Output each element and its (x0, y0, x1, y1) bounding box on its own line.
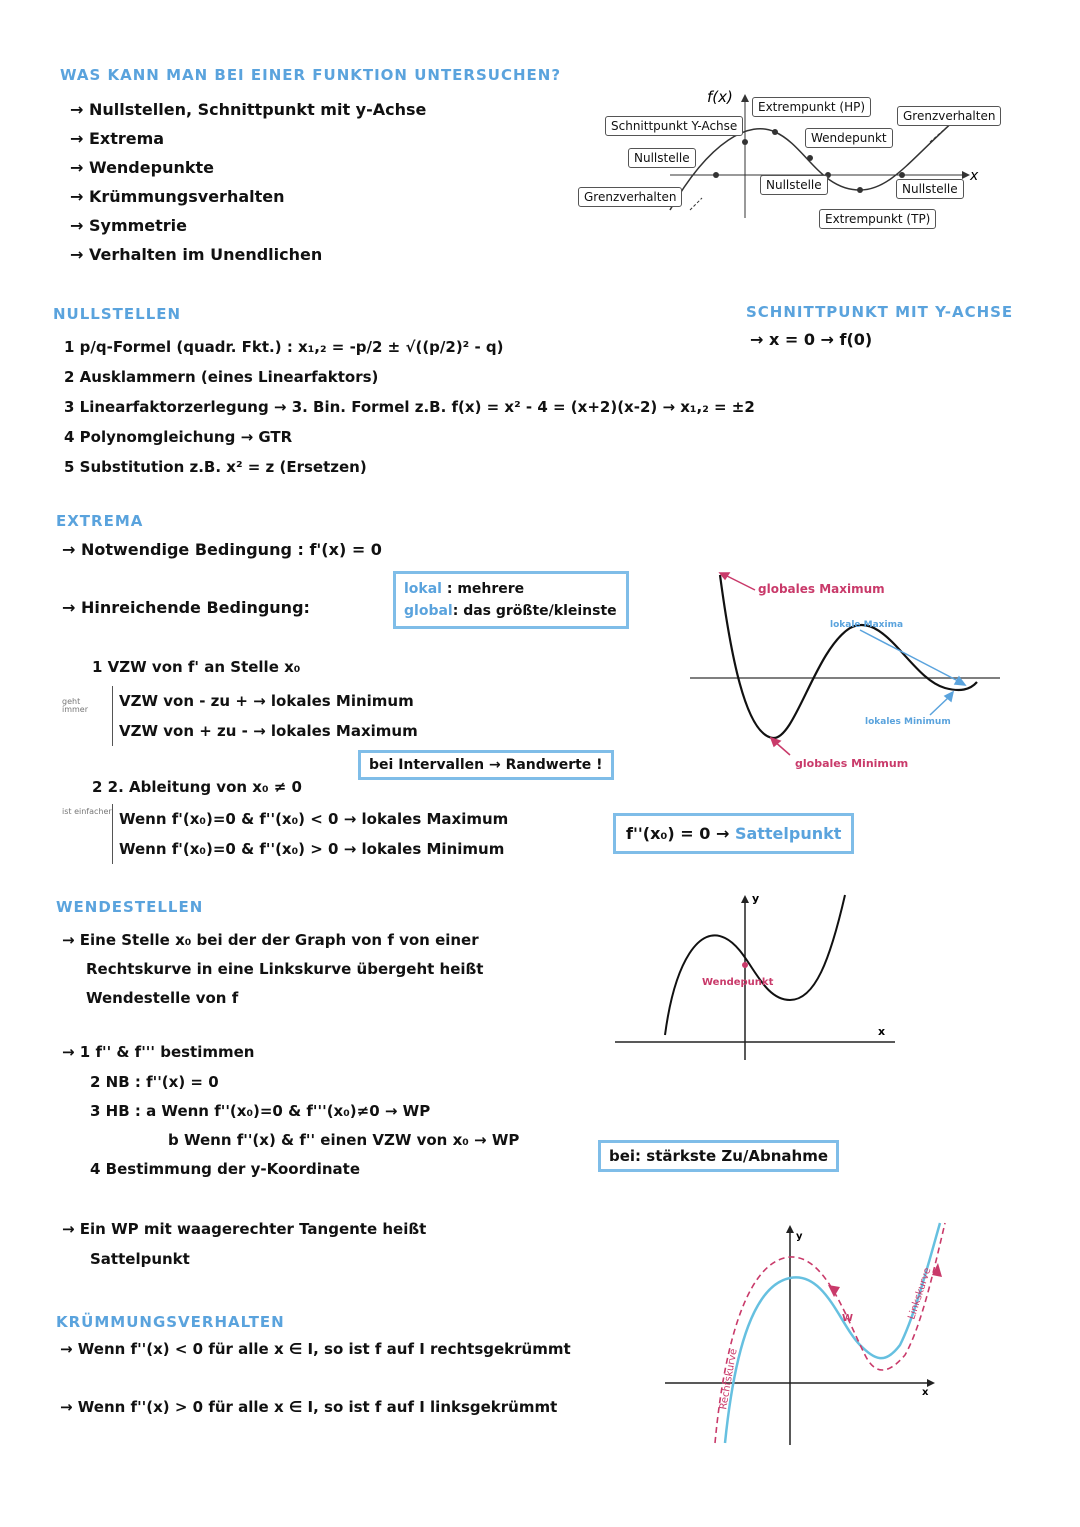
schnittpunkt-dot (742, 139, 748, 145)
nullstellen-title: NULLSTELLEN (53, 305, 182, 323)
fx-label: f(x) (707, 88, 733, 106)
ist-einfacher-note: ist einfacher (62, 807, 112, 816)
schnittpunkt-title: SCHNITTPUNKT MIT Y-ACHSE (746, 303, 1014, 321)
overview-list (70, 95, 426, 269)
label-nullstelle-mid: Nullstelle (760, 175, 828, 195)
wp-step-2: 2 NB : f''(x) = 0 (90, 1073, 219, 1091)
wp-step-1: → 1 f'' & f''' bestimmen (62, 1043, 255, 1061)
list-item: → Nullstellen, Schnittpunkt mit y-Achse (70, 100, 427, 119)
label-globales-minimum: globales Minimum (795, 757, 909, 770)
kruemmung-graph (660, 1215, 960, 1450)
ableitung-block (112, 804, 508, 864)
label-lokale-maxima: lokale Maxima (830, 620, 904, 630)
global-line: global: das größte/kleinste (404, 603, 617, 619)
label-w: W (842, 1313, 854, 1324)
label-grenzverhalten-left: Grenzverhalten (578, 187, 682, 207)
notwendige-bedingung: → Notwendige Bedingung : f'(x) = 0 (62, 540, 382, 559)
label-nullstelle-left: Nullstelle (628, 148, 696, 168)
list-item: → Symmetrie (70, 216, 188, 235)
hinreichende-bedingung: → Hinreichende Bedingung: (62, 598, 310, 617)
sattel-line-2: Sattelpunkt (90, 1250, 190, 1268)
def-line: → Eine Stelle x₀ bei der der Graph von f von einer (62, 931, 479, 949)
lokal-line: lokal : mehrere (404, 581, 525, 597)
label-grenzverhalten-right: Grenzverhalten (897, 106, 1001, 126)
list-item: 2 Ausklammern (eines Linearfaktors) (64, 368, 379, 386)
def-line: Rechtskurve in eine Linkskurve übergeht heißt (86, 960, 484, 978)
kruemmung-title: KRÜMMUNGSVERHALTEN (56, 1313, 285, 1331)
wendestellen-def (62, 926, 483, 1013)
list-item: 4 Polynomgleichung → GTR (64, 428, 293, 446)
y-label: y (752, 892, 760, 905)
nullstellen-list (64, 332, 755, 482)
y-axis-arrow-icon (741, 895, 749, 903)
list-item: → Krümmungsverhalten (70, 187, 285, 206)
vzw-block (112, 686, 418, 746)
arrow-lokales-minimum (930, 696, 950, 715)
label-wendepunkt: Wendepunkt (702, 977, 774, 988)
y-axis-arrow-icon (786, 1225, 794, 1233)
tp-dot (857, 187, 863, 193)
x-axis-arrow-icon (962, 171, 970, 179)
wendepunkt-dot (807, 155, 813, 161)
label-linkskurve: Linkskurve (906, 1266, 934, 1321)
arrow-lokale-maxima (860, 630, 960, 682)
kruemmung-curve (725, 1223, 940, 1443)
y-label: y (796, 1231, 803, 1242)
list-item: → Wendepunkte (70, 158, 214, 177)
list-item: → Verhalten im Unendlichen (70, 245, 323, 264)
wendepunkt-curve (665, 895, 845, 1035)
x-label: x (922, 1387, 929, 1398)
def-line: Wendestelle von f (86, 989, 239, 1007)
wp-step-3a: 3 HB : a Wenn f''(x₀)=0 & f'''(x₀)≠0 → WP (90, 1102, 431, 1120)
label-schnittpunkt: Schnittpunkt Y-Achse (605, 116, 743, 136)
label-extrempunkt-hp: Extrempunkt (HP) (752, 97, 871, 117)
schnittpunkt-rule: → x = 0 → f(0) (750, 330, 873, 349)
wp-step-3b: b Wenn f''(x) & f'' einen VZW von x₀ → WP (168, 1131, 520, 1149)
wendepunkt-graph (610, 890, 910, 1065)
list-item: 3 Linearfaktorzerlegung → 3. Bin. Formel z.B. f(x) = x² - 4 = (x+2)(x-2) → x₁,₂ = ±2 (64, 398, 755, 416)
nullstelle-dot (899, 172, 905, 178)
arrow-head-icon (828, 1285, 840, 1297)
x-label: x (970, 168, 979, 184)
intervall-box: bei Intervallen → Randwerte ! (358, 750, 614, 780)
list-item: 5 Substitution z.B. x² = z (Ersetzen) (64, 458, 367, 476)
sattel-line-1: → Ein WP mit waagerechter Tangente heißt (62, 1220, 427, 1238)
label-lokales-minimum: lokales Minimum (865, 717, 951, 727)
grenz-left-line (690, 198, 702, 210)
label-globales-maximum: globales Maximum (758, 582, 885, 596)
linksgekruemmt-rule: → Wenn f''(x) > 0 für alle x ∈ I, so ist f auf I linksgekrümmt (60, 1398, 558, 1416)
nullstelle-dot (713, 172, 719, 178)
list-item: 1 p/q-Formel (quadr. Fkt.) : x₁,₂ = -p/2 ± √((p/2)² - q) (64, 338, 504, 356)
wendepunkt-dot (742, 962, 748, 968)
lokal-global-box (393, 571, 629, 629)
vzw-head: 1 VZW von f' an Stelle x₀ (92, 658, 301, 676)
kruemmung-dashed-curve (715, 1223, 945, 1443)
extrema-graph (685, 560, 1005, 780)
label-rechtskurve: Rechtskurve (718, 1347, 740, 1411)
wendestellen-title: WENDESTELLEN (56, 898, 204, 916)
x-label: x (878, 1025, 886, 1038)
arrow-global-max (723, 574, 755, 590)
hp-dot (772, 129, 778, 135)
geht-immer-note: geht immer (62, 697, 89, 714)
staerkste-box: bei: stärkste Zu/Abnahme (598, 1140, 839, 1172)
vzw-max: VZW von + zu - → lokales Maximum (119, 722, 418, 740)
vzw-min: VZW von - zu + → lokales Minimum (119, 692, 414, 710)
list-item: → Extrema (70, 129, 165, 148)
ableitung-head: 2 2. Ableitung von x₀ ≠ 0 (92, 778, 302, 796)
rechtsgekruemmt-rule: → Wenn f''(x) < 0 für alle x ∈ I, so ist f auf I rechtsgekrümmt (60, 1340, 571, 1358)
label-wendepunkt: Wendepunkt (805, 128, 893, 148)
sattelpunkt-box: f''(x₀) = 0 → Sattelpunkt (613, 813, 854, 854)
extrema-title: EXTREMA (56, 512, 144, 530)
overview-title: WAS KANN MAN BEI EINER FUNKTION UNTERSUCHEN? (60, 66, 562, 84)
y-axis-arrow-icon (741, 94, 749, 102)
extrema-curve (720, 575, 977, 738)
x-axis-arrow-icon (927, 1379, 935, 1387)
wp-step-4: 4 Bestimmung der y-Koordinate (90, 1160, 361, 1178)
label-nullstelle-right: Nullstelle (896, 179, 964, 199)
ableitung-min: Wenn f'(x₀)=0 & f''(x₀) > 0 → lokales Minimum (119, 840, 505, 858)
label-extrempunkt-tp: Extrempunkt (TP) (819, 209, 936, 229)
ableitung-max: Wenn f'(x₀)=0 & f''(x₀) < 0 → lokales Maximum (119, 810, 509, 828)
